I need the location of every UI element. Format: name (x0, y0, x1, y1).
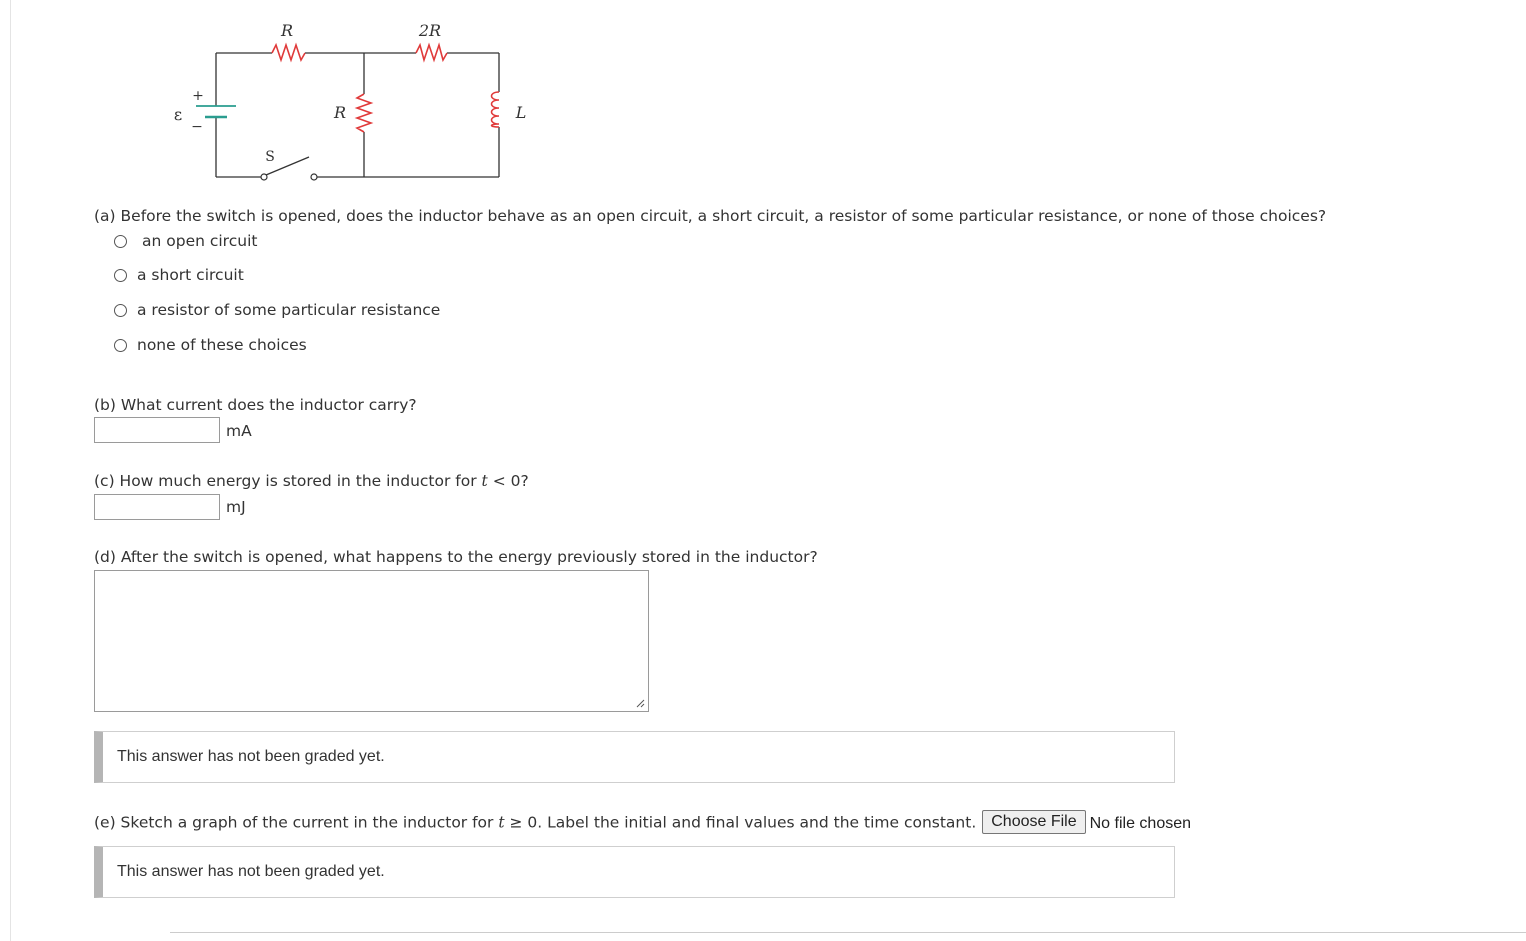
current-input[interactable] (94, 417, 220, 443)
label-inductor: L (515, 103, 527, 122)
label-plus: + (192, 88, 204, 104)
option-open-circuit[interactable] (114, 232, 257, 250)
radio-button[interactable] (114, 304, 127, 317)
question-e: (e) Sketch a graph of the current in the inductor for t ≥ 0. Label the initial and final values and the time constant. Choose File No file chosen (94, 811, 1191, 835)
option-label: a short circuit (137, 266, 244, 284)
option-label: a resistor of some particular resistance (137, 301, 441, 319)
question-d: (d) After the switch is opened, what happens to the energy previously stored in the inductor? (94, 548, 818, 566)
option-resistor[interactable] (114, 301, 440, 319)
option-none[interactable] (114, 336, 307, 354)
label-r-top: R (280, 21, 294, 40)
unit-mj: mJ (226, 498, 246, 516)
option-label: an open circuit (142, 232, 258, 250)
question-c: (c) How much energy is stored in the inductor for t < 0? (94, 472, 529, 490)
radio-button[interactable] (114, 339, 127, 352)
resistor-r-mid (357, 94, 371, 132)
label-switch: S (265, 149, 275, 165)
label-emf: ε (173, 105, 183, 124)
resistor-2r (416, 45, 447, 60)
unit-ma: mA (226, 422, 252, 440)
file-status: No file chosen (1089, 814, 1192, 832)
radio-button[interactable] (114, 235, 127, 248)
option-label: none of these choices (137, 336, 307, 354)
resize-handle-icon[interactable] (636, 699, 645, 708)
label-minus: − (191, 119, 203, 135)
question-a: (a) Before the switch is opened, does the inductor behave as an open circuit, a short circuit, a resistor of some particular resistance, or none of those choices? (94, 207, 1327, 225)
resistor-r-top (272, 45, 305, 60)
circuit-diagram (155, 12, 527, 187)
radio-button[interactable] (114, 269, 127, 282)
page-left-border (10, 0, 11, 941)
grading-status: This answer has not been graded yet. (94, 846, 1175, 898)
label-r-mid: R (333, 103, 347, 122)
option-short-circuit[interactable] (114, 266, 244, 284)
answer-textarea[interactable] (94, 570, 649, 712)
inductor-coil (492, 92, 500, 127)
energy-input[interactable] (94, 494, 220, 520)
question-b: (b) What current does the inductor carry? (94, 396, 417, 414)
choose-file-button[interactable]: Choose File (982, 810, 1085, 834)
grading-status: This answer has not been graded yet. (94, 731, 1175, 783)
bottom-divider (170, 932, 1526, 933)
label-2r: 2R (418, 21, 442, 40)
